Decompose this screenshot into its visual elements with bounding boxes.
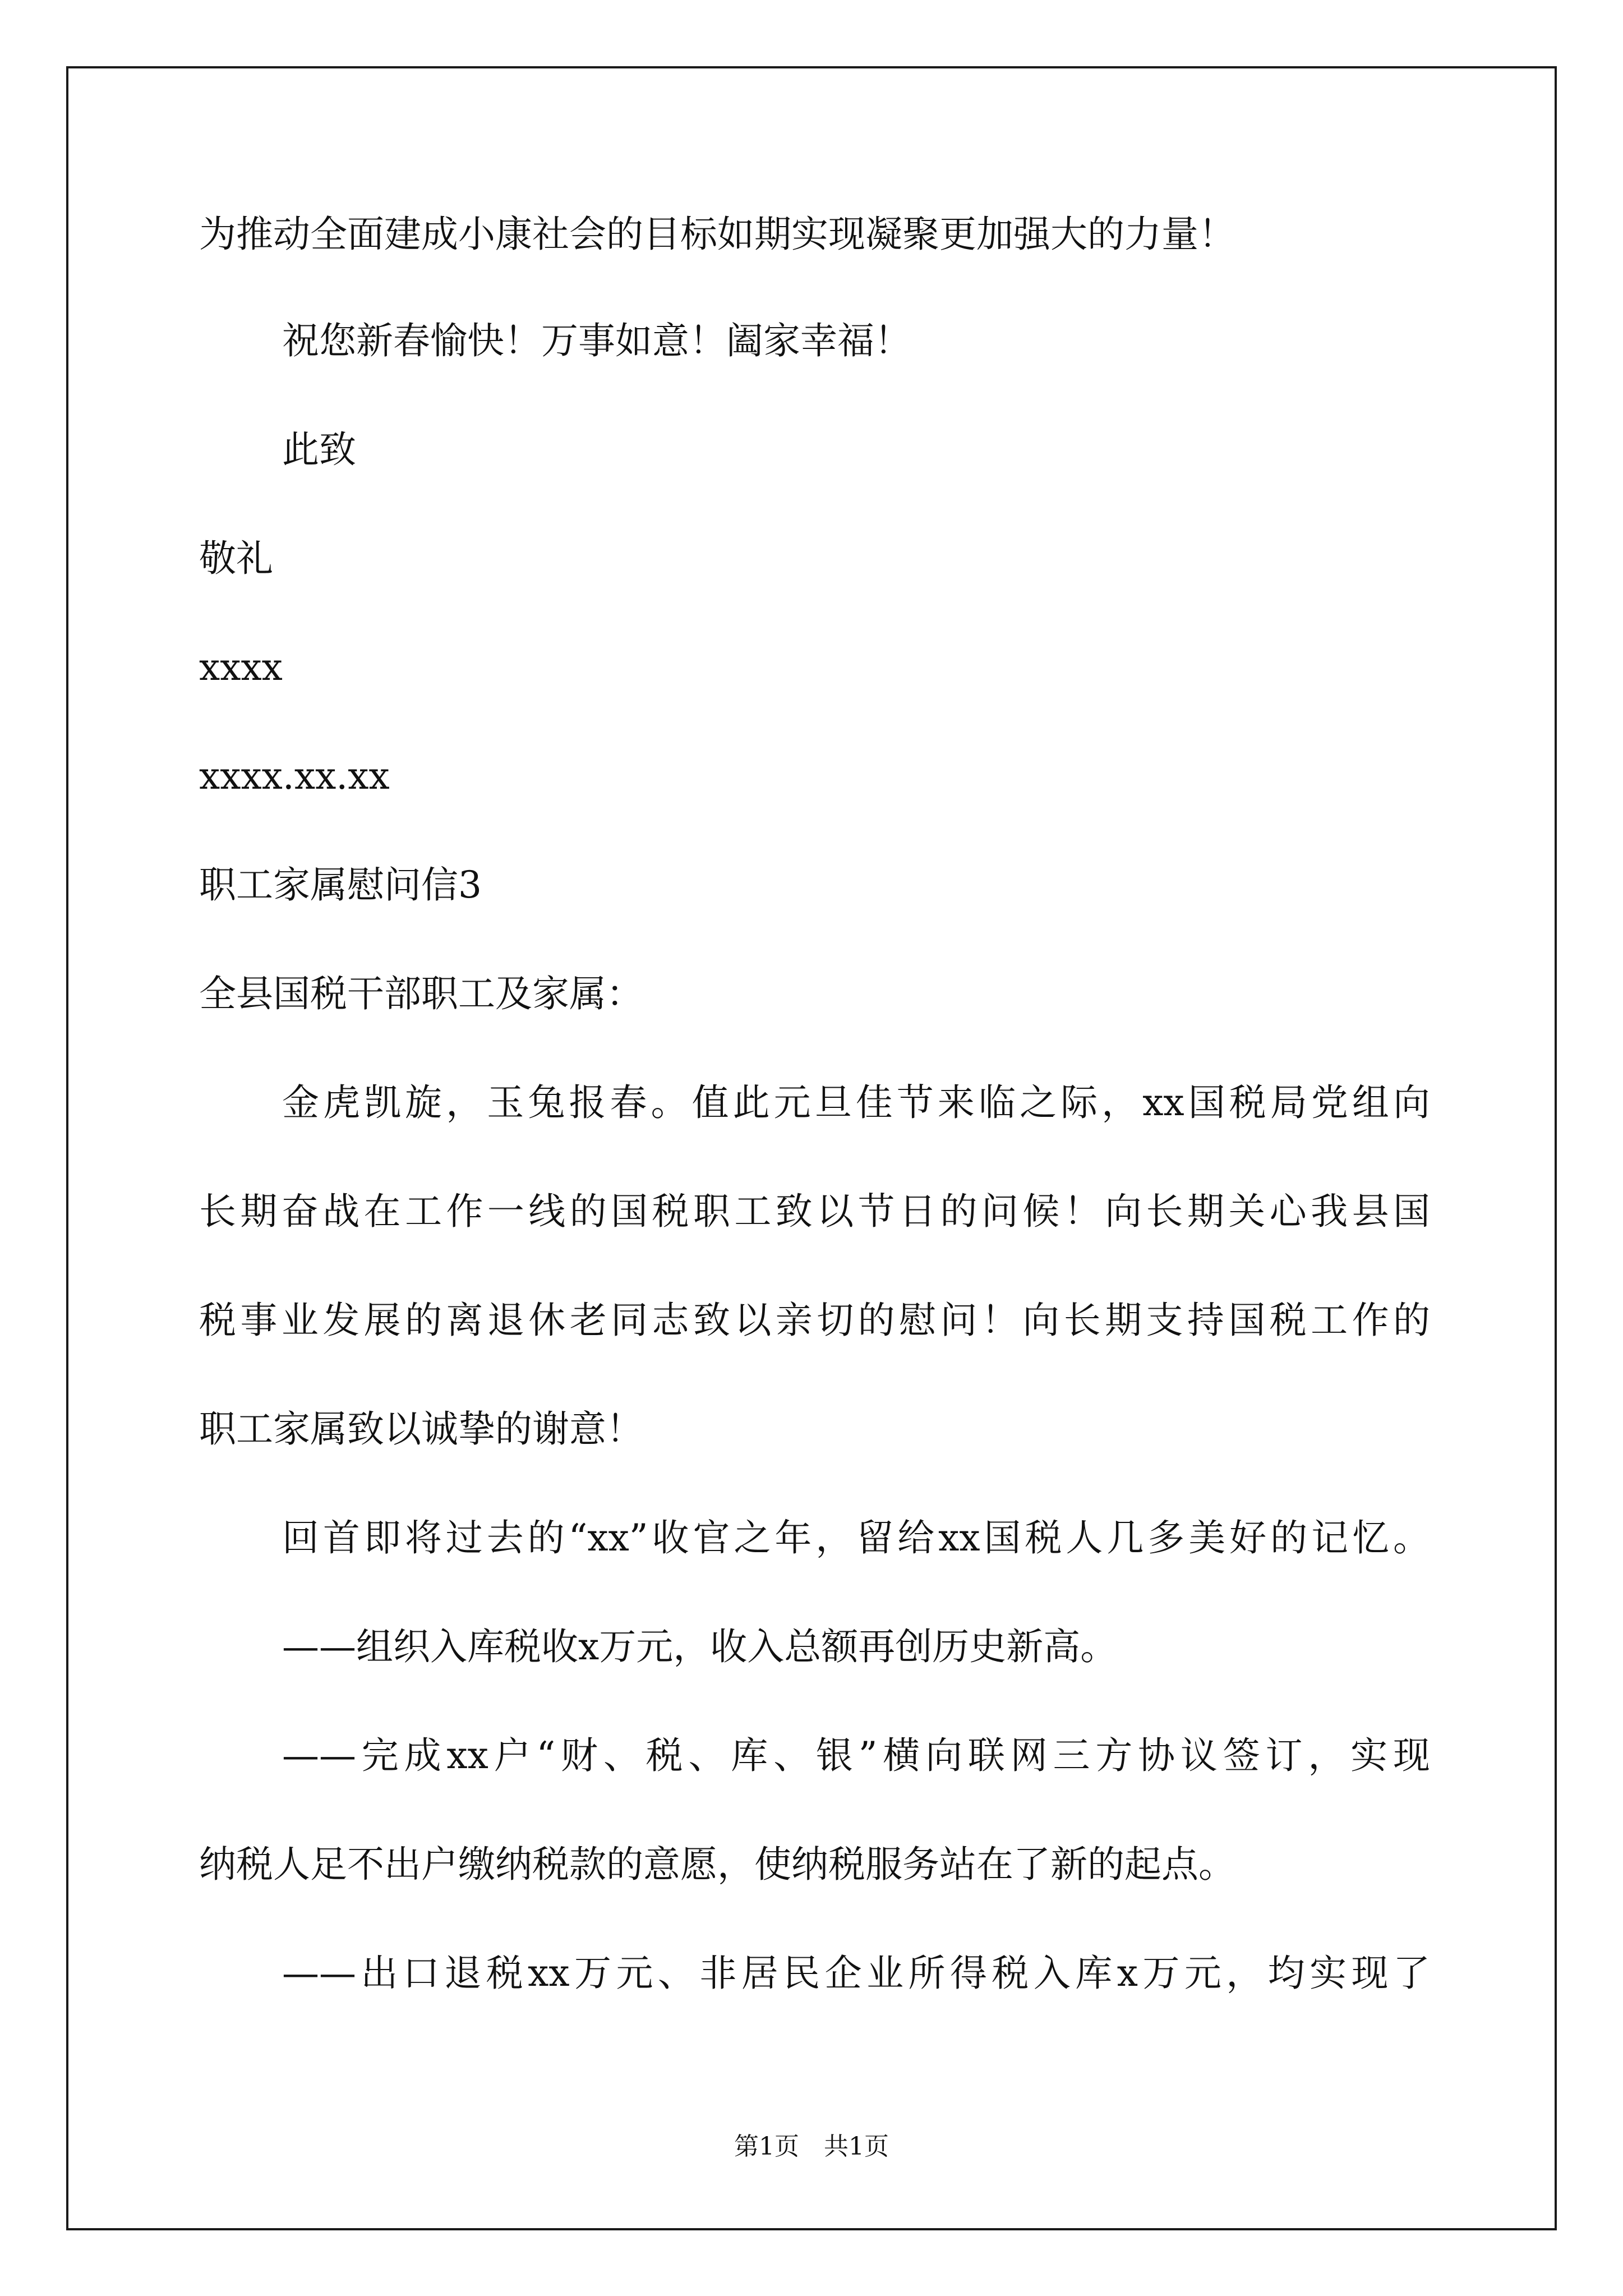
page-footer (0, 2126, 1623, 2162)
body-line: 金虎凯旋，玉兔报春。值此元旦佳节来临之际，xx国税局党组向 (282, 1081, 1430, 1124)
greeting-line: 祝您新春愉快！万事如意！阖家幸福！ (282, 319, 911, 362)
signature-date: xxxx.xx.xx (199, 754, 390, 798)
body-line: ——组织入库税收x万元，收入总额再创历史新高。 (282, 1625, 1118, 1668)
body-line: 纳税人足不出户缴纳税款的意愿，使纳税服务站在了新的起点。 (199, 1843, 1235, 1886)
body-line: ——出口退税xx万元、非居民企业所得税入库x万元，均实现了 (282, 1952, 1430, 1995)
body-line: 回首即将过去的“xx”收官之年，留给xx国税人几多美好的记忆。 (282, 1516, 1430, 1559)
body-line: 为推动全面建成小康社会的目标如期实现凝聚更加强大的力量！ (199, 213, 1235, 256)
page-number: 第1页 (734, 2132, 799, 2161)
closing-salute: 敬礼 (199, 537, 273, 580)
page-border (66, 66, 1557, 2230)
signature-name: xxxx (199, 646, 283, 689)
body-line: 税事业发展的离退休老同志致以亲切的慰问！向长期支持国税工作的 (199, 1299, 1430, 1342)
closing-line: 此致 (282, 428, 356, 471)
body-line: 长期奋战在工作一线的国税职工致以节日的问候！向长期关心我县国 (199, 1190, 1430, 1233)
body-line: 职工家属致以诚挚的谢意！ (199, 1407, 643, 1451)
page-total: 共1页 (824, 2132, 889, 2161)
salutation: 全县国税干部职工及家属： (199, 972, 643, 1015)
body-line: ——完成xx户“财、税、库、银”横向联网三方协议签订，实现 (282, 1734, 1430, 1777)
letter-title: 职工家属慰问信3 (199, 863, 482, 907)
